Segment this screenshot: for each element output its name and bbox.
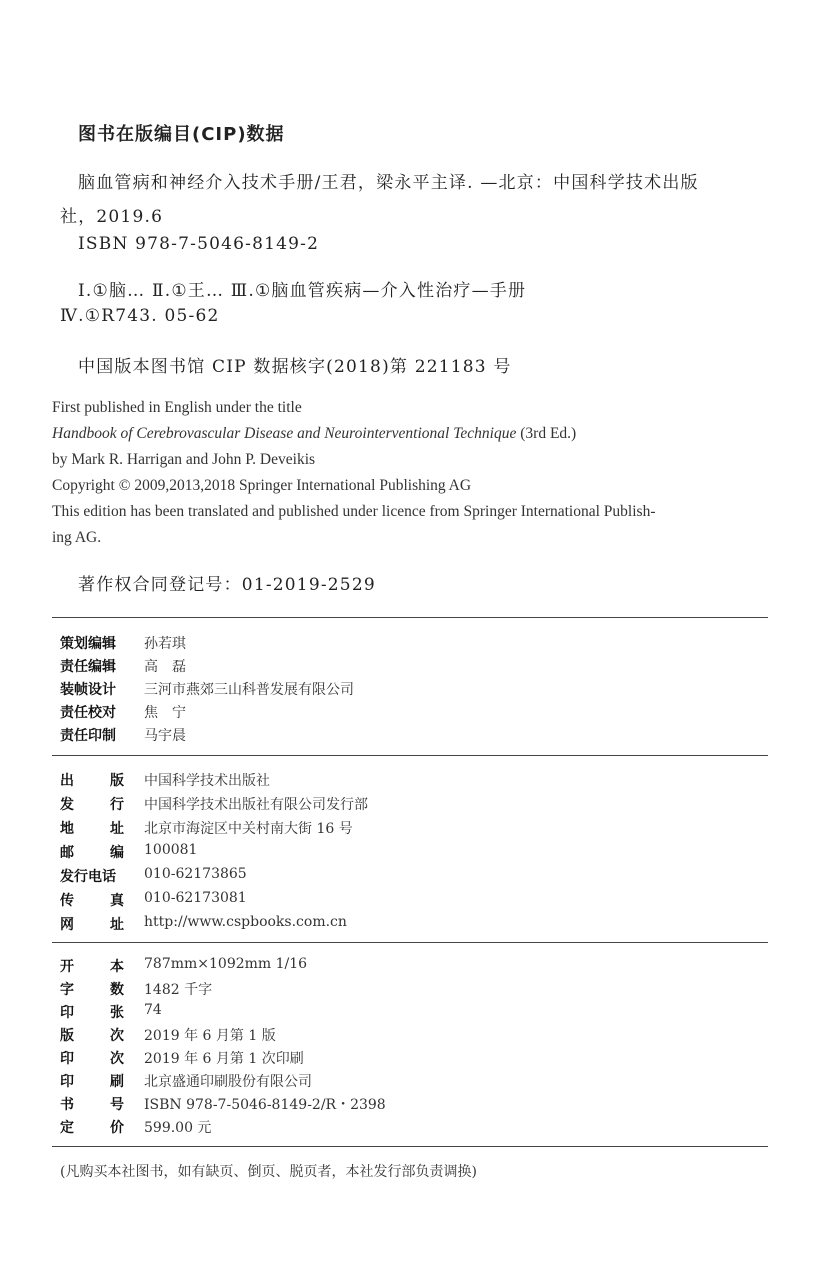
editor-value: 焦 宁 [144, 705, 186, 721]
spec-value: 2019 年 6 月第 1 次印刷 [144, 1051, 304, 1067]
publisher-value: 中国科学技术出版社 [144, 773, 270, 789]
editor-value: 三河市燕郊三山科普发展有限公司 [144, 682, 354, 698]
editor-label: 责任编辑 [60, 659, 116, 675]
cip-classification-cont: Ⅳ.①R743. 05-62 [60, 306, 220, 326]
spec-value: 北京盛通印刷股份有限公司 [144, 1074, 312, 1090]
publisher-label: 地 址 [60, 821, 124, 837]
divider [52, 1146, 768, 1147]
divider [52, 942, 768, 943]
spec-value: 1482 千字 [144, 982, 213, 998]
editor-value: 高 磊 [144, 659, 186, 675]
spec-label: 印 张 [60, 1005, 124, 1021]
publisher-value: 北京市海淀区中关村南大街 16 号 [144, 821, 353, 837]
cip-classification: Ⅰ.①脑… Ⅱ.①王… Ⅲ.①脑血管疾病—介入性治疗—手册 [78, 281, 527, 301]
editor-label: 责任校对 [60, 705, 116, 721]
spec-value: 787mm×1092mm 1/16 [144, 956, 308, 972]
spec-label: 开 本 [60, 959, 124, 975]
editor-value: 马宇晨 [144, 728, 186, 744]
publisher-label: 传 真 [60, 893, 124, 909]
publisher-value: 010-62173081 [144, 890, 247, 906]
publisher-value: 100081 [144, 842, 198, 858]
cip-record-number: 中国版本图书馆 CIP 数据核字(2018)第 221183 号 [78, 357, 512, 377]
publisher-label: 发行电话 [60, 869, 116, 885]
spec-label: 版 次 [60, 1028, 124, 1044]
footer-note: (凡购买本社图书，如有缺页、倒页、脱页者，本社发行部负责调换) [60, 1164, 477, 1180]
original-title-line [52, 425, 576, 443]
first-published-line: First published in English under the title [52, 399, 302, 416]
publisher-value: 010-62173865 [144, 866, 247, 882]
editor-value: 孙若琪 [144, 636, 186, 652]
original-title: Handbook of Cerebrovascular Disease and Neurointerventional Technique [52, 425, 517, 442]
authors-line: by Mark R. Harrigan and John P. Deveikis [52, 451, 316, 468]
editor-label: 策划编辑 [60, 636, 116, 652]
cip-isbn: ISBN 978-7-5046-8149-2 [78, 234, 320, 254]
publisher-website: http://www.cspbooks.com.cn [144, 914, 347, 930]
publisher-label: 邮 编 [60, 845, 124, 861]
licence-line: This edition has been translated and published under licence from Springer International Publish- [52, 503, 656, 520]
spec-value: 2019 年 6 月第 1 版 [144, 1028, 276, 1044]
publisher-value: 中国科学技术出版社有限公司发行部 [144, 797, 368, 813]
divider [52, 617, 768, 618]
copyright-line: Copyright © 2009,2013,2018 Springer International Publishing AG [52, 477, 472, 494]
editor-label: 责任印制 [60, 728, 116, 744]
edition: (3rd Ed.) [516, 425, 577, 442]
spec-label: 字 数 [60, 982, 124, 998]
spec-label: 印 刷 [60, 1074, 124, 1090]
cip-title: 图书在版编目(CIP)数据 [78, 124, 285, 145]
publisher-label: 出 版 [60, 773, 124, 789]
divider [52, 755, 768, 756]
cip-title-line-cont: 社，2019.6 [60, 207, 164, 227]
publisher-label: 发 行 [60, 797, 124, 813]
spec-label: 印 次 [60, 1051, 124, 1067]
copyright-contract-number: 著作权合同登记号：01-2019-2529 [78, 575, 376, 595]
spec-value: ISBN 978-7-5046-8149-2/R・2398 [144, 1097, 386, 1113]
editor-label: 装帧设计 [60, 682, 116, 698]
spec-label: 书 号 [60, 1097, 124, 1113]
spec-value: 74 [144, 1002, 162, 1018]
spec-value: 599.00 元 [144, 1120, 212, 1136]
licence-line-cont: ing AG. [52, 529, 102, 546]
spec-label: 定 价 [60, 1120, 124, 1136]
publisher-label: 网 址 [60, 917, 124, 933]
cip-title-line: 脑血管病和神经介入技术手册/王君，梁永平主译. —北京：中国科学技术出版 [78, 173, 699, 193]
